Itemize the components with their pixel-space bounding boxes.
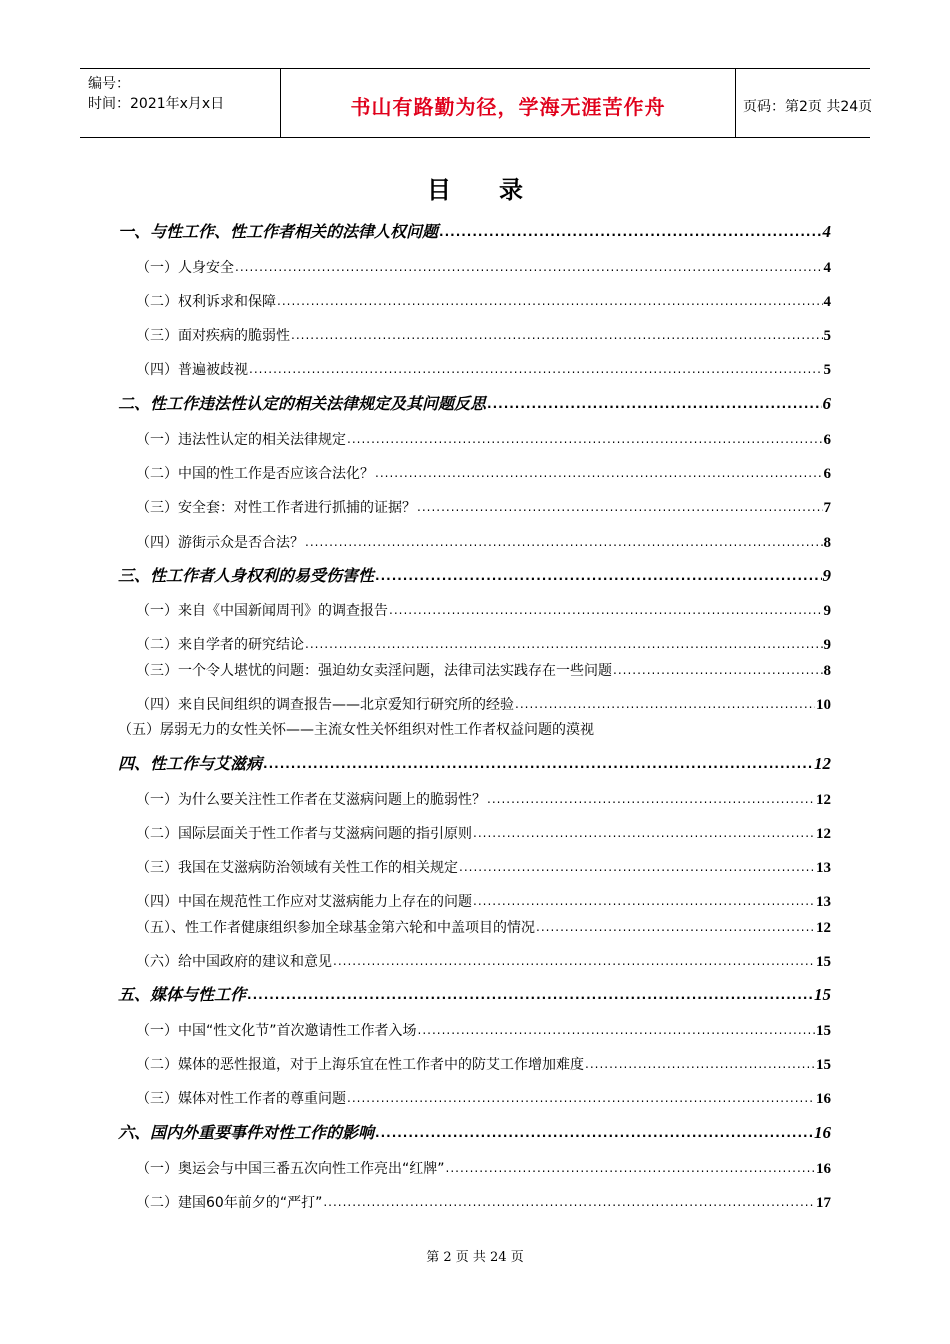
toc-page-number: 9 bbox=[823, 637, 831, 653]
toc-leader-dots bbox=[249, 362, 823, 376]
document-date-label: 时间：2021年x月x日 bbox=[88, 96, 225, 112]
toc-page-number: 16 bbox=[814, 1123, 831, 1142]
toc-entry[interactable] bbox=[136, 821, 831, 843]
toc-entry[interactable] bbox=[136, 658, 831, 680]
toc-page-number: 8 bbox=[823, 535, 831, 551]
toc-page-number: 9 bbox=[822, 566, 831, 585]
toc-page-number: 9 bbox=[823, 603, 831, 619]
toc-entry-label: （四）游街示众是否合法？ bbox=[136, 535, 304, 551]
toc-page-number: 15 bbox=[816, 1057, 831, 1073]
toc-leader-dots bbox=[323, 1195, 815, 1209]
toc-entry[interactable] bbox=[136, 855, 831, 877]
toc-leader-dots bbox=[305, 637, 823, 651]
toc-entry[interactable] bbox=[136, 1190, 831, 1212]
toc-page-number: 15 bbox=[816, 1023, 831, 1039]
toc-page-number: 5 bbox=[823, 362, 831, 378]
toc-entry-label: （四）来自民间组织的调查报告——北京爱知行研究所的经验 bbox=[136, 697, 514, 713]
toc-leader-dots bbox=[305, 535, 823, 549]
toc-leader-dots bbox=[459, 860, 815, 874]
toc-leader-dots bbox=[585, 1057, 815, 1071]
toc-page-number: 16 bbox=[816, 1161, 831, 1177]
header-motto: 书山有路勤为径，学海无涯苦作舟 bbox=[350, 95, 666, 119]
toc-leader-dots bbox=[487, 397, 821, 411]
toc-page-number: 5 bbox=[823, 328, 831, 344]
toc-entry[interactable] bbox=[136, 632, 831, 654]
toc-entry[interactable] bbox=[118, 392, 831, 414]
toc-leader-dots bbox=[536, 920, 815, 934]
toc-entry-label: （二）来自学者的研究结论 bbox=[136, 637, 304, 653]
toc-entry[interactable] bbox=[136, 323, 831, 345]
toc-entry-label: （二）建国60年前夕的“严打” bbox=[136, 1195, 323, 1211]
toc-page-number: 13 bbox=[816, 894, 831, 910]
toc-entry[interactable] bbox=[118, 983, 831, 1005]
toc-page-number: 12 bbox=[814, 754, 831, 773]
toc-title: 目录 bbox=[427, 176, 571, 204]
toc-leader-dots bbox=[487, 792, 815, 806]
header-page-cell bbox=[735, 69, 873, 137]
toc-leader-dots bbox=[235, 260, 823, 274]
toc-leader-dots bbox=[277, 294, 823, 308]
toc-page-number: 13 bbox=[816, 860, 831, 876]
toc-leader-dots bbox=[439, 225, 821, 239]
toc-entry-label: （一）违法性认定的相关法律规定 bbox=[136, 432, 346, 448]
toc-page-number: 12 bbox=[816, 826, 831, 842]
document-number-label: 编号： bbox=[88, 76, 130, 92]
toc-entry[interactable] bbox=[136, 1052, 831, 1074]
toc-entry-label: （一）中国“性文化节”首次邀请性工作者入场 bbox=[136, 1023, 417, 1039]
toc-entry[interactable] bbox=[136, 255, 831, 277]
toc-entry[interactable] bbox=[136, 949, 831, 971]
toc-entry[interactable] bbox=[118, 752, 831, 774]
toc-entry-label: （一）奥运会与中国三番五次向性工作亮出“红牌” bbox=[136, 1161, 445, 1177]
toc-entry-label: （一）来自《中国新闻周刊》的调查报告 bbox=[136, 603, 388, 619]
toc-leader-dots bbox=[375, 466, 823, 480]
toc-leader-dots bbox=[263, 757, 813, 771]
toc-entry-label: 三、性工作者人身权利的易受伤害性 bbox=[118, 566, 375, 585]
toc-entry-label: （三）我国在艾滋病防治领域有关性工作的相关规定 bbox=[136, 860, 458, 876]
toc-entry[interactable] bbox=[136, 1018, 831, 1040]
toc-leader-dots bbox=[515, 697, 815, 711]
toc-leader-dots bbox=[333, 954, 815, 968]
toc-entry-label: 二、性工作违法性认定的相关法律规定及其问题反思 bbox=[118, 394, 487, 413]
toc-leader-dots bbox=[389, 603, 823, 617]
toc-entry[interactable] bbox=[136, 787, 831, 809]
toc-entry-label: （六）给中国政府的建议和意见 bbox=[136, 954, 332, 970]
toc-page-number: 4 bbox=[823, 260, 831, 276]
toc-page-number: 15 bbox=[816, 954, 831, 970]
toc-page-number: 4 bbox=[822, 222, 831, 241]
toc-entry-label: （二）权利诉求和保障 bbox=[136, 294, 276, 310]
toc-leader-dots bbox=[446, 1161, 815, 1175]
toc-entry-label: （一）为什么要关注性工作者在艾滋病问题上的脆弱性？ bbox=[136, 792, 486, 808]
toc-page-number: 6 bbox=[823, 466, 831, 482]
toc-leader-dots bbox=[347, 432, 823, 446]
page-header bbox=[80, 68, 873, 138]
header-page-info: 页码：第2页 共24页 bbox=[743, 99, 873, 115]
toc-page-number: 10 bbox=[816, 697, 831, 713]
toc-entry-label: （四）中国在规范性工作应对艾滋病能力上存在的问题 bbox=[136, 894, 472, 910]
toc-leader-dots bbox=[375, 569, 821, 583]
toc-entry[interactable] bbox=[136, 289, 831, 311]
toc-entry[interactable] bbox=[136, 427, 831, 449]
page-footer: 第 2 页 共 24 页 bbox=[426, 1250, 524, 1265]
toc-entry-label: （三）安全套：对性工作者进行抓捕的证据？ bbox=[136, 500, 416, 516]
toc-page-number: 6 bbox=[822, 394, 831, 413]
toc-entry-label: （二）媒体的恶性报道，对于上海乐宜在性工作者中的防艾工作增加难度 bbox=[136, 1057, 584, 1073]
toc-page-number: 6 bbox=[823, 432, 831, 448]
toc-entry[interactable] bbox=[118, 1121, 831, 1143]
toc-leader-dots bbox=[291, 328, 823, 342]
toc-page-number: 16 bbox=[816, 1091, 831, 1107]
toc-leader-dots bbox=[473, 826, 815, 840]
toc-entry[interactable] bbox=[136, 1086, 831, 1108]
toc-entry-label: （二）中国的性工作是否应该合法化？ bbox=[136, 466, 374, 482]
toc-page-number: 12 bbox=[816, 920, 831, 936]
toc-entry[interactable] bbox=[136, 915, 831, 937]
toc-page-number: 7 bbox=[823, 500, 831, 516]
toc-entry[interactable] bbox=[136, 461, 831, 483]
toc-entry-label: （五）、性工作者健康组织参加全球基金第六轮和中盖项目的情况 bbox=[136, 920, 535, 936]
toc-entry-label: （四）普遍被歧视 bbox=[136, 362, 248, 378]
toc-entry[interactable] bbox=[136, 357, 831, 379]
toc-entry-label: 六、国内外重要事件对性工作的影响 bbox=[118, 1123, 375, 1142]
toc-leader-dots bbox=[375, 1126, 813, 1140]
toc-page-number: 4 bbox=[823, 294, 831, 310]
toc-leader-dots bbox=[417, 500, 823, 514]
toc-entry-label: （二）国际层面关于性工作者与艾滋病问题的指引原则 bbox=[136, 826, 472, 842]
toc-page-number: 17 bbox=[816, 1195, 831, 1211]
toc-leader-dots bbox=[473, 894, 815, 908]
header-meta bbox=[80, 69, 280, 137]
toc-entry-label: （三）媒体对性工作者的尊重问题 bbox=[136, 1091, 346, 1107]
toc-entry-label: （五）孱弱无力的女性关怀——主流女性关怀组织对性工作者权益问题的漠视 bbox=[118, 722, 594, 738]
toc-entry-label: 四、性工作与艾滋病 bbox=[118, 754, 263, 773]
toc-page-number: 12 bbox=[816, 792, 831, 808]
toc-entry-label: （三）面对疾病的脆弱性 bbox=[136, 328, 290, 344]
toc-entry[interactable] bbox=[118, 717, 718, 739]
toc-entry[interactable] bbox=[118, 564, 831, 586]
toc-leader-dots bbox=[347, 1091, 815, 1105]
toc-page-number: 15 bbox=[814, 985, 831, 1004]
toc-leader-dots bbox=[247, 988, 813, 1002]
header-motto-cell bbox=[280, 69, 736, 137]
toc-entry-label: 一、与性工作、性工作者相关的法律人权问题 bbox=[118, 222, 439, 241]
toc-entry-label: （一）人身安全 bbox=[136, 260, 234, 276]
toc-entry[interactable] bbox=[136, 692, 831, 714]
toc-entry[interactable] bbox=[136, 495, 831, 517]
toc-entry-label: （三）一个令人堪忧的问题：强迫幼女卖淫问题，法律司法实践存在一些问题 bbox=[136, 663, 612, 679]
toc-entry[interactable] bbox=[136, 530, 831, 552]
toc-entry[interactable] bbox=[118, 220, 831, 242]
toc-entry[interactable] bbox=[136, 598, 831, 620]
toc-page-number: 8 bbox=[823, 663, 831, 679]
toc-entry[interactable] bbox=[136, 889, 831, 911]
toc-leader-dots bbox=[418, 1023, 815, 1037]
toc-leader-dots bbox=[613, 663, 823, 677]
toc-entry-label: 五、媒体与性工作 bbox=[118, 985, 247, 1004]
toc-entry[interactable] bbox=[136, 1156, 831, 1178]
